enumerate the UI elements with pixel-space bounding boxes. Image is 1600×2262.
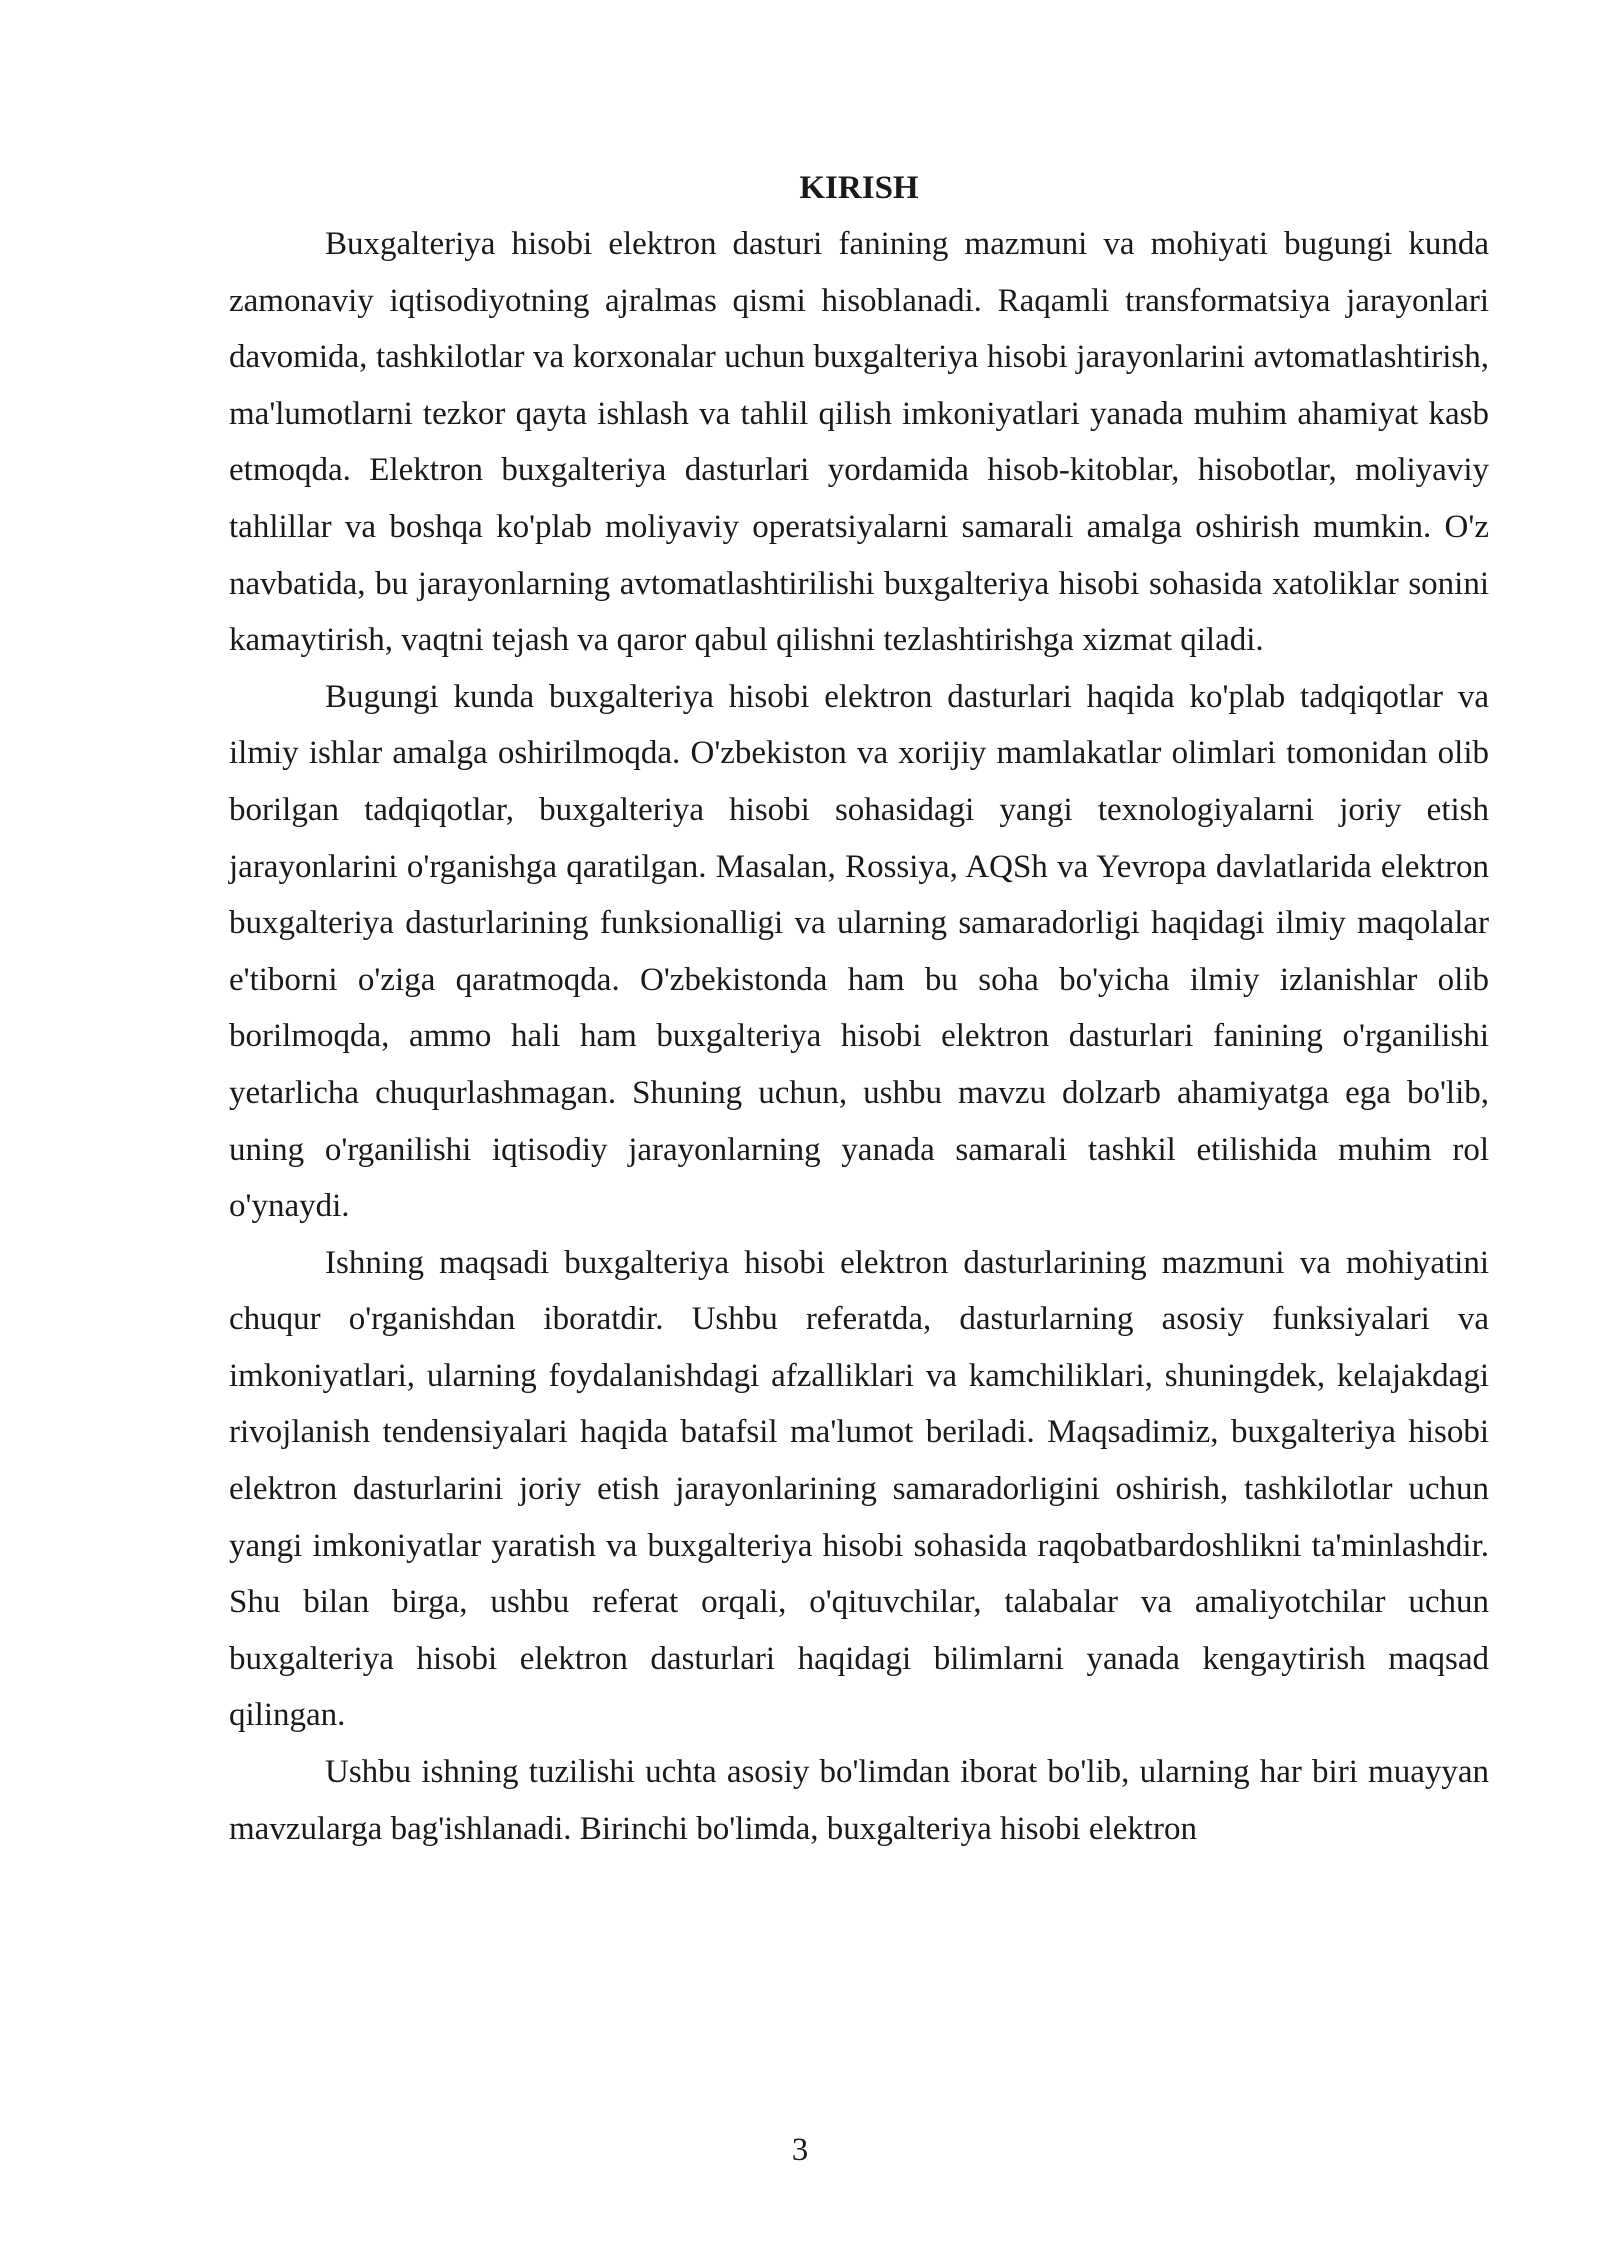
paragraph-4: Ushbu ishning tuzilishi uchta asosiy bo'limdan iborat bo'lib, ularning har biri muayyan mavzularga bag'ishlanadi. Birinchi bo'limda, buxgalteriya hisobi elektron xyxy=(229,1754,1489,1847)
paragraph-2: Bugungi kunda buxgalteriya hisobi elektron dasturlari haqida ko'plab tadqiqotlar va ilmiy ishlar amalga oshirilmoqda. O'zbekiston va xorijiy mamlakatlar olimlari tomonidan olib borilgan tadqiqotlar, buxgalteriya hisobi sohasidagi yangi texnologiyalarni joriy etish jarayonlarini o'rganishga qaratilgan. Masalan, Rossiya, AQSh va Yevropa davlatlarida elektron buxgalteriya dasturlarining funksionalligi va ularning samaradorligi haqidagi ilmiy maqolalar e'tiborni o'ziga qaratmoqda. O'zbekistonda ham bu soha bo'yicha ilmiy izlanishlar olib borilmoqda, ammo hali ham buxgalteriya hisobi elektron dasturlari fanining o'rganilishi yetarlicha chuqurlashmagan. Shuning uchun, ushbu mavzu dolzarb ahamiyatga ega bo'lib, uning o'rganilishi iqtisodiy jarayonlarning yanada samarali tashkil etilishida muhim rol o'ynaydi. xyxy=(229,678,1489,1225)
paragraph-3: Ishning maqsadi buxgalteriya hisobi elektron dasturlarining mazmuni va mohiyatini chuqur o'rganishdan iboratdir. Ushbu referatda, dasturlarning asosiy funksiyalari va imkoniyatlari, ularning foydalanishdagi afzalliklari va kamchiliklari, shuningdek, kelajakdagi rivojlanish tendensiyalari haqida batafsil ma'lumot beriladi. Maqsadimiz, buxgalteriya hisobi elektron dasturlarini joriy etish jarayonlarining samaradorligini oshirish, tashkilotlar uchun yangi imkoniyatlar yaratish va buxgalteriya hisobi sohasida raqobatbardoshlikni ta'minlashdir. Shu bilan birga, ushbu referat orqali, o'qituvchilar, talabalar va amaliyotchilar uchun buxgalteriya hisobi elektron dasturlari haqidagi bilimlarni yanada kengaytirish maqsad qilingan. xyxy=(229,1244,1489,1734)
page-number: 3 xyxy=(791,2132,809,2168)
section-heading: KIRISH xyxy=(799,170,919,206)
page-content xyxy=(229,160,1489,1857)
paragraph-1: Buxgalteriya hisobi elektron dasturi fanining mazmuni va mohiyati bugungi kunda zamonaviy iqtisodiyotning ajralmas qismi hisoblanadi. Raqamli transformatsiya jarayonlari davomida, tashkilotlar va korxonalar uchun buxgalteriya hisobi jarayonlarini avtomatlashtirish, ma'lumotlarni tezkor qayta ishlash va tahlil qilish imkoniyatlari yanada muhim ahamiyat kasb etmoqda. Elektron buxgalteriya dasturlari yordamida hisob-kitoblar, hisobotlar, moliyaviy tahlillar va boshqa ko'plab moliyaviy operatsiyalarni samarali amalga oshirish mumkin. O'z navbatida, bu jarayonlarning avtomatlashtirilishi buxgalteriya hisobi sohasida xatoliklar sonini kamaytirish, vaqtni tejash va qaror qabul qilishni tezlashtirishga xizmat qiladi. xyxy=(229,226,1489,659)
